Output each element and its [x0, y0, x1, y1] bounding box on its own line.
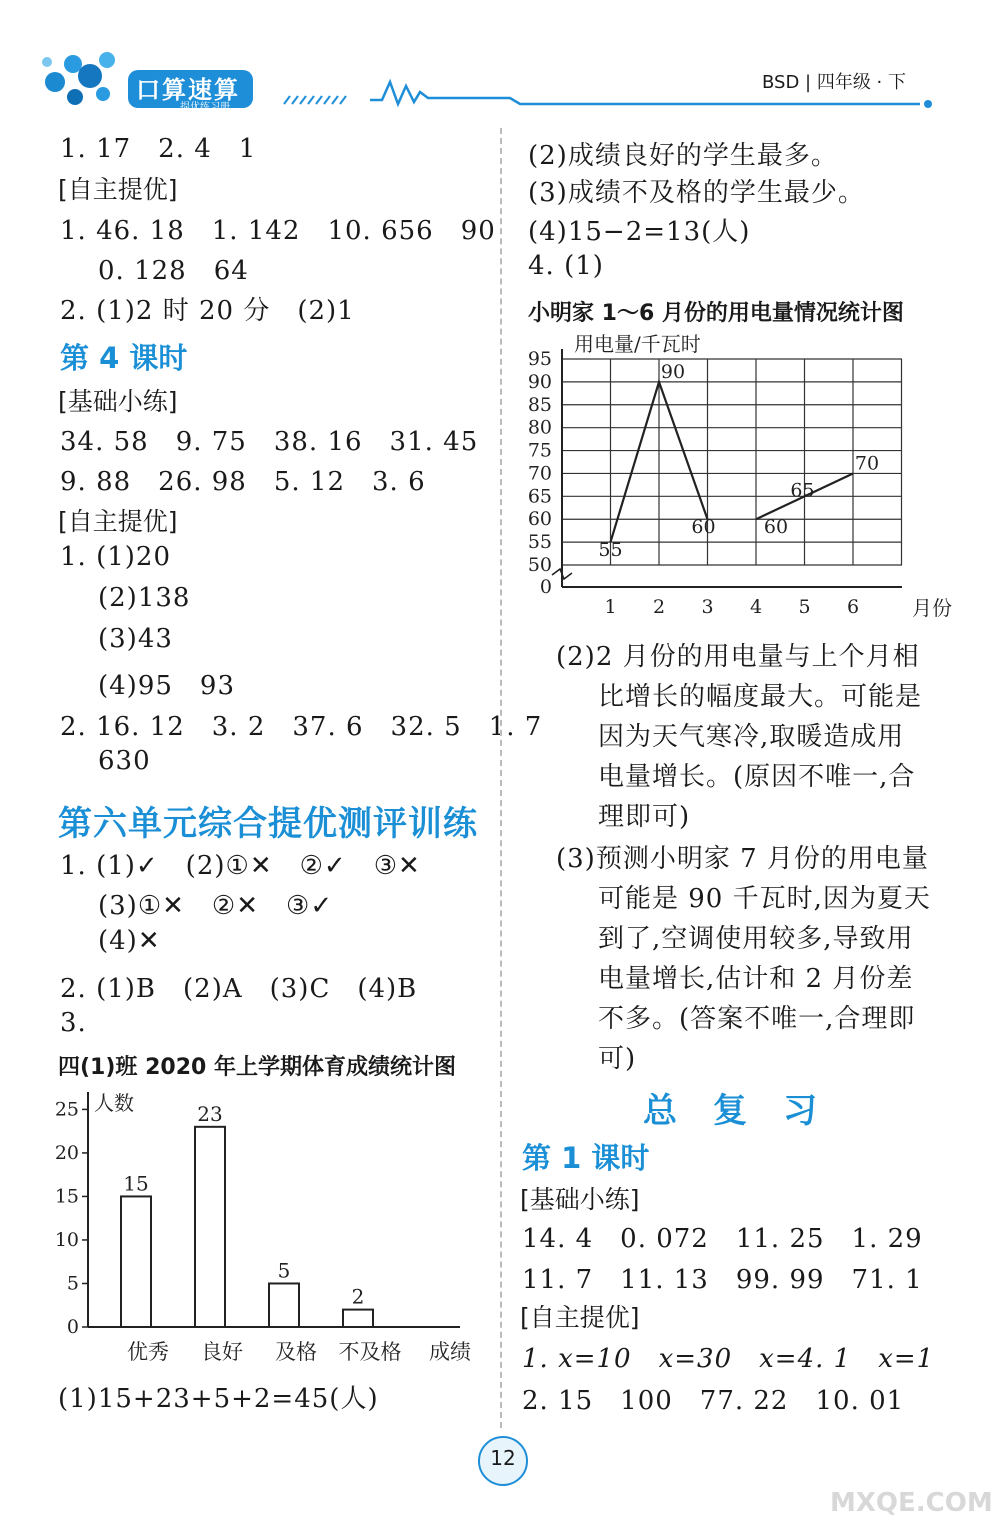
- x-tick-label: 3: [701, 596, 714, 618]
- section-tag: [自主提优]: [58, 175, 178, 204]
- answer-line: 不多。(答案不唯一,合理即: [598, 1004, 916, 1034]
- answer-line: 电量增长,估计和 2 月份差: [598, 964, 914, 994]
- x-category-label: 良好: [201, 1340, 243, 1364]
- section-tag: [自主提优]: [58, 507, 178, 536]
- y-tick-label: 0: [66, 1316, 79, 1338]
- y-tick-label: 65: [527, 485, 552, 508]
- answer-line: (2)成绩良好的学生最多。: [528, 141, 838, 171]
- y-tick-label: 90: [527, 370, 552, 393]
- x-axis-label: 成绩: [429, 1340, 471, 1364]
- answer-line: 1. 46. 18 1. 142 10. 656 90: [60, 216, 496, 246]
- answer-line: (4)15−2=13(人): [528, 217, 751, 247]
- unit-heading: 第六单元综合提优测评训练: [58, 804, 478, 844]
- bar-value-label: 5: [277, 1258, 291, 1283]
- answer-line: 2. (1)2 时 20 分 (2)1: [60, 296, 355, 326]
- answer-line: 14. 4 0. 072 11. 25 1. 29: [522, 1224, 923, 1254]
- answer-line: 2. 16. 12 3. 2 37. 6 32. 5 1. 7: [60, 712, 543, 742]
- page-number: 12: [490, 1446, 516, 1470]
- y-tick-label: 60: [527, 508, 552, 531]
- answer-line: 4. (1): [528, 251, 604, 281]
- answer-line: (1)15+23+5+2=45(人): [58, 1384, 379, 1414]
- x-category-label: 及格: [275, 1340, 317, 1364]
- data-point-label: 55: [598, 539, 623, 562]
- y-tick-label: 0: [539, 576, 552, 598]
- answer-line: 0. 128 64: [98, 256, 249, 286]
- answer-line: 11. 7 11. 13 99. 99 71. 1: [522, 1265, 923, 1295]
- grade-label: BSD | 四年级 · 下: [762, 72, 906, 93]
- bar: [343, 1310, 373, 1327]
- bar-value-label: 15: [123, 1171, 149, 1196]
- section-tag: [基础小练]: [58, 387, 178, 416]
- answer-line: 3.: [60, 1008, 87, 1038]
- watermark: MXQE.COM: [830, 1488, 993, 1518]
- y-tick-label: 20: [54, 1141, 79, 1164]
- answer-line: 可能是 90 千瓦时,因为夏天: [598, 884, 931, 914]
- y-tick-label: 85: [527, 393, 552, 416]
- line-chart: [520, 325, 960, 625]
- review-heading: 总 复 习: [643, 1091, 818, 1131]
- answer-line: 1. (1)20: [60, 542, 171, 572]
- answer-line: (4)✕: [98, 926, 161, 956]
- x-tick-label: 1: [604, 596, 617, 618]
- x-category-label: 优秀: [127, 1340, 169, 1364]
- answer-line: (3)预测小明家 7 月份的用电量: [556, 844, 929, 874]
- bar-chart-title: 四(1)班 2020 年上学期体育成绩统计图: [58, 1055, 456, 1080]
- data-point-label: 70: [854, 452, 880, 475]
- answer-line: (3)成绩不及格的学生最少。: [528, 178, 865, 208]
- logo-subtitle: 提优练习册: [180, 102, 230, 113]
- answer-line: 因为天气寒冷,取暖造成用: [598, 722, 905, 752]
- y-tick-label: 50: [527, 554, 552, 576]
- answer-line: 可): [598, 1044, 637, 1074]
- line-chart-title: 小明家 1～6 月份的用电量情况统计图: [528, 301, 904, 326]
- x-category-label: 不及格: [338, 1340, 402, 1364]
- answer-line: 630: [98, 746, 151, 776]
- lesson-heading: 第 1 课时: [522, 1141, 650, 1175]
- section-tag: [基础小练]: [520, 1185, 640, 1214]
- answer-line: (3)43: [98, 624, 173, 654]
- answer-line: (3)①✕ ②✕ ③✓: [98, 891, 334, 921]
- bar: [269, 1283, 299, 1327]
- y-tick-label: 75: [527, 439, 552, 462]
- answer-line: 34. 58 9. 75 38. 16 31. 45: [60, 427, 479, 457]
- y-tick-label: 5: [66, 1272, 79, 1295]
- data-point-label: 60: [763, 516, 789, 539]
- answer-line: 9. 88 26. 98 5. 12 3. 6: [60, 467, 426, 497]
- logo-text: 口算速算: [136, 76, 240, 104]
- y-tick-label: 15: [54, 1185, 79, 1208]
- answer-line: (4)95 93: [98, 671, 235, 701]
- y-tick-label: 95: [527, 348, 552, 370]
- answer-line: 理即可): [598, 802, 691, 832]
- answer-line: 1. 17 2. 4 1: [60, 134, 257, 164]
- answer-line: (2)138: [98, 583, 191, 613]
- bar: [121, 1196, 151, 1327]
- answer-line: (2)2 月份的用电量与上个月相: [556, 642, 920, 672]
- x-tick-label: 5: [798, 596, 811, 618]
- bar-value-label: 23: [197, 1101, 223, 1126]
- answer-line: 2. (1)B (2)A (3)C (4)B: [60, 974, 418, 1004]
- section-tag: [自主提优]: [520, 1303, 640, 1332]
- logo-mascot-icon: [35, 42, 130, 112]
- bar-chart: [40, 1080, 490, 1380]
- data-point-label: 65: [790, 479, 815, 502]
- y-tick-label: 10: [54, 1228, 79, 1251]
- answer-line: 比增长的幅度最大。可能是: [598, 682, 923, 712]
- x-axis-label: 月份: [912, 596, 952, 620]
- x-tick-label: 2: [652, 596, 666, 618]
- answer-line: 1. (1)✓ (2)①✕ ②✓ ③✕: [60, 851, 421, 881]
- bar: [195, 1127, 225, 1327]
- answer-line: 2. 15 100 77. 22 10. 01: [522, 1386, 905, 1416]
- lesson-heading: 第 4 课时: [60, 341, 188, 375]
- column-divider: [500, 128, 502, 1428]
- answer-line: 1. x=10 x=30 x=4. 1 x=1: [522, 1344, 935, 1374]
- y-tick-label: 55: [527, 531, 552, 554]
- y-axis-label: 用电量/千瓦时: [574, 332, 701, 356]
- data-point-label: 90: [660, 360, 686, 383]
- x-tick-label: 4: [749, 596, 763, 618]
- y-tick-label: 25: [54, 1098, 79, 1121]
- y-axis-label: 人数: [94, 1091, 134, 1115]
- x-tick-label: 6: [846, 596, 860, 618]
- y-tick-label: 70: [527, 462, 552, 485]
- y-tick-label: 80: [527, 416, 552, 439]
- bar-value-label: 2: [351, 1284, 365, 1309]
- data-point-label: 60: [691, 516, 716, 539]
- answer-line: 电量增长。(原因不唯一,合: [598, 762, 916, 792]
- answer-line: 到了,空调使用较多,导致用: [598, 924, 914, 954]
